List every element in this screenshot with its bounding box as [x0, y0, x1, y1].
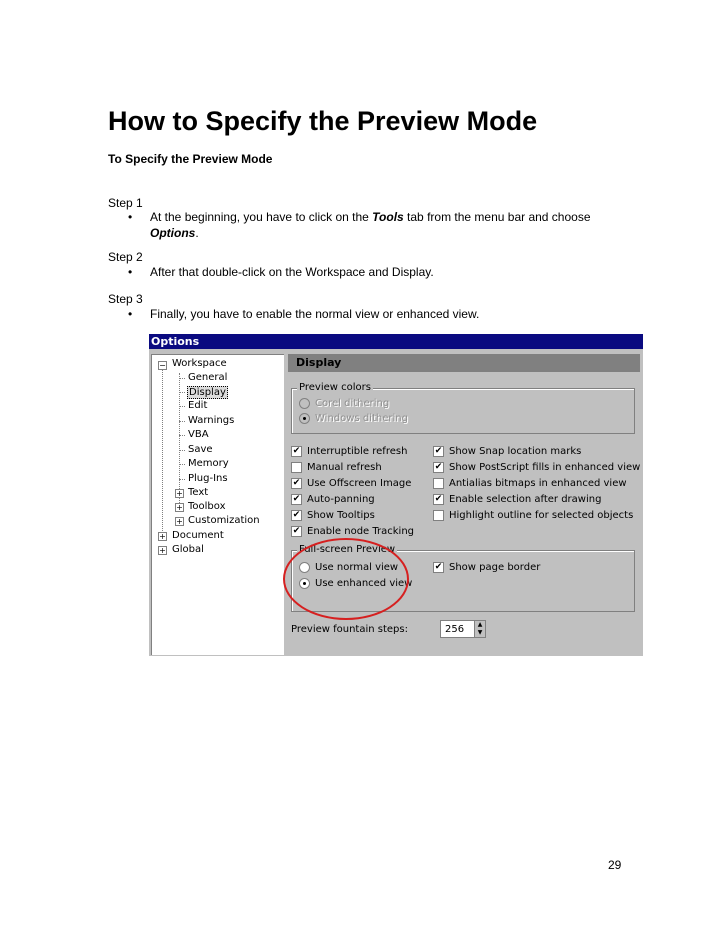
options-tree — [151, 354, 284, 655]
show-tooltips-checkbox[interactable]: ✔ Show Tooltips — [292, 510, 375, 521]
collapse-icon[interactable]: − — [159, 361, 166, 370]
tree-text[interactable]: Text — [188, 487, 209, 498]
step-2-label: Step 2 — [108, 250, 143, 264]
show-snap-marks-checkbox[interactable]: ✔ Show Snap location marks — [434, 446, 582, 457]
step-3-label: Step 3 — [108, 292, 143, 306]
page-number: 29 — [608, 858, 622, 872]
windows-dithering-radio[interactable]: Windows dithering — [299, 413, 408, 424]
tree-warnings[interactable]: Warnings — [188, 415, 235, 426]
tree-toolbox[interactable]: Toolbox — [188, 501, 226, 512]
tree-document[interactable]: Document — [172, 530, 224, 541]
preview-colors-group — [291, 388, 635, 434]
panel-header: Display — [288, 354, 640, 372]
manual-refresh-checkbox[interactable]: Manual refresh — [291, 462, 382, 473]
tree-memory[interactable]: Memory — [188, 458, 229, 469]
preview-colors-title: Preview colors — [299, 382, 371, 393]
antialias-bitmaps-checkbox[interactable]: Antialias bitmaps in enhanced view — [433, 478, 627, 489]
tree-global[interactable]: Global — [172, 544, 204, 555]
fountain-steps-spinner[interactable] — [440, 620, 486, 638]
use-enhanced-view-radio[interactable]: Use enhanced view — [299, 578, 412, 589]
expand-icon[interactable]: + — [176, 503, 183, 512]
corel-dithering-radio[interactable]: Corel dithering — [299, 398, 389, 409]
enable-node-tracking-checkbox[interactable]: ✔ Enable node Tracking — [292, 526, 415, 537]
show-page-border-checkbox[interactable]: ✔ Show page border — [434, 562, 541, 573]
fountain-steps-label: Preview fountain steps: — [291, 624, 408, 635]
tree-customization[interactable]: Customization — [188, 515, 260, 526]
show-postscript-fills-checkbox[interactable]: ✔ Show PostScript fills in enhanced view — [434, 462, 641, 473]
auto-panning-checkbox[interactable]: ✔ Auto-panning — [292, 494, 375, 505]
interruptible-refresh-checkbox[interactable]: ✔ Interruptible refresh — [292, 446, 408, 457]
use-normal-view-radio[interactable]: Use normal view — [299, 562, 398, 573]
bullet-3: • — [128, 307, 133, 321]
expand-icon[interactable]: + — [159, 532, 166, 541]
section-subtitle: To Specify the Preview Mode — [108, 152, 273, 166]
tree-plug-ins[interactable]: Plug-Ins — [188, 473, 228, 484]
options-emphasis: Options — [150, 226, 196, 240]
tree-edit[interactable]: Edit — [188, 400, 208, 411]
expand-icon[interactable]: + — [176, 489, 183, 498]
tree-display[interactable]: Display — [189, 387, 226, 398]
red-highlight-ellipse — [283, 538, 409, 620]
tree-general[interactable]: General — [188, 372, 228, 383]
page-title: How to Specify the Preview Mode — [108, 106, 538, 136]
highlight-outline-checkbox[interactable]: Highlight outline for selected objects — [433, 510, 633, 521]
bullet-1: • — [128, 210, 133, 224]
tree-save[interactable]: Save — [188, 444, 213, 455]
full-screen-preview-title: Full-screen Preview — [299, 544, 396, 555]
step-1-text: At the beginning, you have to click on the Tools tab from the menu bar and choose Options. — [150, 210, 591, 240]
spin-up-icon[interactable]: ▲ — [474, 621, 485, 629]
dialog-title-bar: Options — [149, 334, 643, 349]
step-3-text: Finally, you have to enable the normal view or enhanced view. — [150, 307, 480, 321]
step-2-text: After that double-click on the Workspace and Display. — [150, 265, 434, 279]
tree-workspace[interactable]: Workspace — [172, 358, 227, 369]
expand-icon[interactable]: + — [176, 517, 183, 526]
tree-vba[interactable]: VBA — [188, 429, 209, 440]
tools-emphasis: Tools — [372, 210, 404, 224]
bullet-2: • — [128, 265, 133, 279]
enable-selection-checkbox[interactable]: ✔ Enable selection after drawing — [434, 494, 602, 505]
spin-down-icon[interactable]: ▼ — [474, 629, 485, 637]
step-1-label: Step 1 — [108, 196, 143, 210]
display-panel — [285, 354, 643, 656]
fountain-steps-value: 256 — [445, 624, 465, 635]
options-dialog-screenshot — [149, 334, 643, 656]
expand-icon[interactable]: + — [159, 546, 166, 555]
tree-line — [162, 367, 163, 541]
use-offscreen-image-checkbox[interactable]: ✔ Use Offscreen Image — [292, 478, 412, 489]
